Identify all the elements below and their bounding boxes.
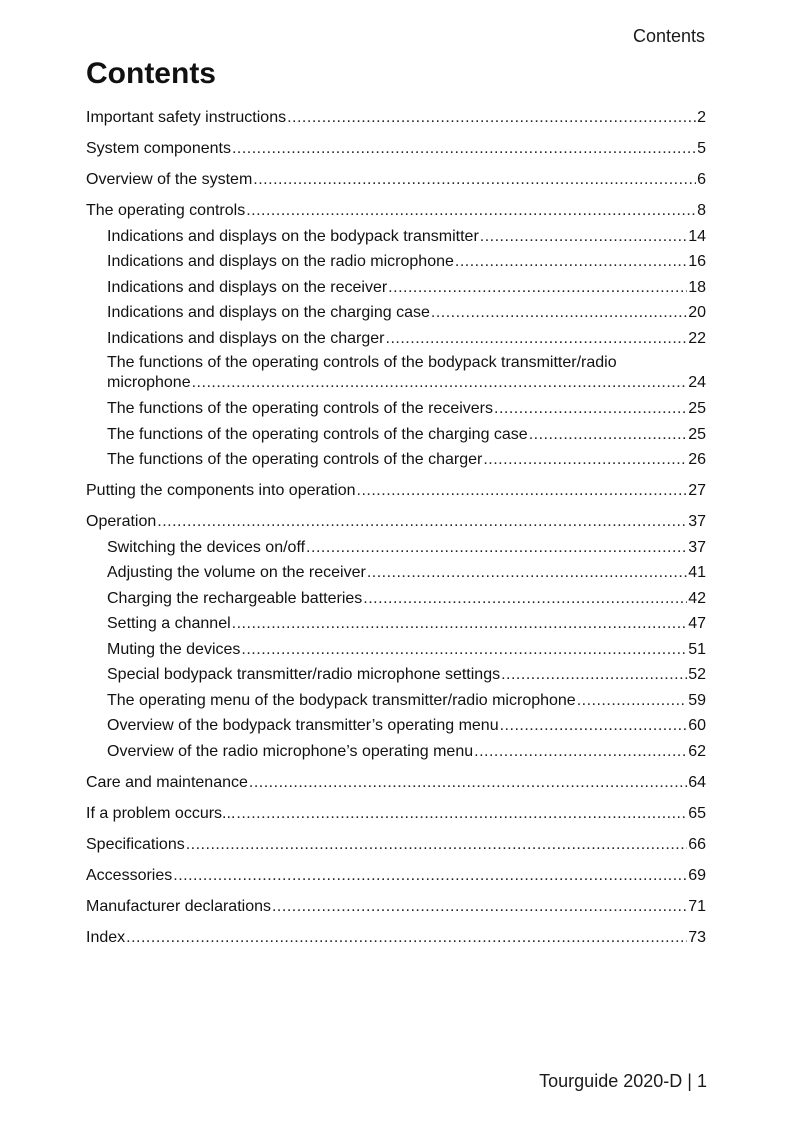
dot-leader <box>367 560 687 586</box>
toc-entry-title: Overview of the system <box>86 171 253 188</box>
toc-entry-title: Indications and displays on the radio microphone <box>107 253 454 270</box>
toc-entry-page: 42 <box>688 589 706 607</box>
toc-entry-title: Putting the components into operation <box>86 482 356 499</box>
toc-entry-title-line-2 <box>107 373 706 393</box>
dot-leader <box>431 300 687 326</box>
toc-entry[interactable] <box>86 801 706 827</box>
dot-leader <box>249 770 687 796</box>
toc-entry[interactable] <box>86 560 706 586</box>
toc-entry-title: The functions of the operating controls of the charger <box>107 451 483 468</box>
running-header: Contents <box>632 26 705 46</box>
dot-leader <box>236 801 687 827</box>
dot-leader <box>500 713 688 739</box>
dot-leader <box>253 167 696 193</box>
dot-leader <box>272 894 687 920</box>
toc-entry-title: The functions of the operating controls of the receivers <box>107 400 493 417</box>
dot-leader <box>501 662 687 688</box>
toc-entry[interactable] <box>86 326 706 352</box>
toc-entry[interactable] <box>86 535 706 561</box>
toc-entry[interactable] <box>86 770 706 796</box>
toc-entry[interactable] <box>86 447 706 473</box>
toc-entry[interactable] <box>86 198 706 224</box>
toc-entry-title: Index <box>86 928 126 946</box>
toc-entry-title: Indications and displays on the charger <box>107 329 385 347</box>
toc-entry[interactable] <box>86 586 706 612</box>
toc-entry-title: Muting the devices <box>107 640 241 658</box>
dot-leader <box>529 422 688 448</box>
toc-entry-page: 37 <box>688 513 706 530</box>
toc-entry-page: 51 <box>688 640 706 658</box>
toc-entry-page: 66 <box>688 835 706 853</box>
toc-entry[interactable] <box>86 662 706 688</box>
dot-leader <box>232 136 696 162</box>
toc-entry-title: If a problem occurs... <box>86 804 236 822</box>
toc-entry-title: Manufacturer declarations <box>86 897 271 915</box>
dot-leader <box>241 637 687 663</box>
toc-entry-page: 41 <box>688 564 706 581</box>
toc-entry-title: Charging the rechargeable batteries <box>107 589 363 607</box>
toc-entry-page: 59 <box>688 691 706 709</box>
toc-entry-title: Operation <box>86 513 157 530</box>
toc-entry[interactable] <box>86 105 706 131</box>
toc-entry[interactable] <box>86 713 706 739</box>
toc-entry-title: Important safety instructions <box>86 109 287 126</box>
toc-entry-page: 18 <box>688 278 706 296</box>
toc-entry[interactable] <box>86 739 706 765</box>
toc-entry-title: Indications and displays on the receiver <box>107 278 388 296</box>
toc-entry[interactable] <box>86 478 706 504</box>
toc-entry-title: System components <box>86 140 231 157</box>
toc-entry[interactable] <box>86 637 706 663</box>
toc-entry[interactable] <box>86 300 706 326</box>
toc-entry[interactable] <box>86 351 706 396</box>
toc-entry[interactable] <box>86 167 706 193</box>
toc-entry-page: 14 <box>688 227 706 245</box>
toc-entry-title: Overview of the bodypack transmitter’s operating menu <box>107 717 499 734</box>
dot-leader <box>157 509 687 535</box>
dot-leader <box>480 224 687 250</box>
toc-entry[interactable] <box>86 249 706 275</box>
toc-entry-page: 25 <box>688 425 706 443</box>
toc-entry-page: 65 <box>688 804 706 822</box>
toc-entry-page: 52 <box>688 666 706 683</box>
toc-entry-title-line-1: The functions of the operating controls of the bodypack transmitter/radio <box>107 354 617 371</box>
toc-entry-title: The operating controls <box>86 202 246 219</box>
footer-page-number: 1 <box>696 1071 707 1091</box>
toc-entry-page: 26 <box>688 451 706 468</box>
toc-entry-page: 6 <box>697 171 706 188</box>
toc-entry[interactable] <box>86 136 706 162</box>
dot-leader <box>386 326 688 352</box>
dot-leader <box>363 586 687 612</box>
dot-leader <box>246 198 696 224</box>
toc-entry[interactable] <box>86 894 706 920</box>
toc-entry-title: Setting a channel <box>107 615 231 632</box>
toc-entry-page: 20 <box>688 304 706 321</box>
toc-entry-title: microphone <box>107 374 191 391</box>
toc-entry-title: Accessories <box>86 866 173 884</box>
toc-entry-page: 71 <box>688 897 706 915</box>
dot-leader <box>306 535 687 561</box>
dot-leader <box>455 249 687 275</box>
toc-entry-page: 22 <box>688 329 706 347</box>
toc-entry-title: Indications and displays on the charging case <box>107 304 430 321</box>
page-footer <box>539 1071 707 1092</box>
dot-leader <box>232 611 688 637</box>
dot-leader <box>483 447 687 473</box>
dot-leader <box>577 688 688 714</box>
toc-entry[interactable] <box>86 275 706 301</box>
footer-separator: | <box>687 1071 692 1091</box>
toc-entry-title: Switching the devices on/off <box>107 538 306 556</box>
toc-entry[interactable] <box>86 396 706 422</box>
toc-entry-page: 25 <box>688 400 706 417</box>
toc-entry-page: 47 <box>688 615 706 632</box>
table-of-contents <box>86 105 706 950</box>
toc-entry[interactable] <box>86 509 706 535</box>
toc-entry-page: 16 <box>688 253 706 270</box>
toc-entry[interactable] <box>86 863 706 889</box>
toc-entry-title: Care and maintenance <box>86 773 248 791</box>
toc-entry-title: Indications and displays on the bodypack transmitter <box>107 227 479 245</box>
footer-document-title: Tourguide 2020-D <box>539 1071 683 1091</box>
dot-leader <box>357 478 688 504</box>
toc-entry-title: Overview of the radio microphone’s operating menu <box>107 742 474 760</box>
dot-leader <box>388 275 687 301</box>
dot-leader <box>192 373 688 393</box>
page-title: Contents <box>86 57 216 90</box>
dot-leader <box>494 396 687 422</box>
toc-entry[interactable] <box>86 832 706 858</box>
toc-entry-page: 2 <box>697 109 706 126</box>
toc-entry[interactable] <box>86 688 706 714</box>
dot-leader <box>173 863 687 889</box>
dot-leader <box>287 105 696 131</box>
toc-entry-page: 64 <box>688 773 706 791</box>
toc-entry-page: 24 <box>688 374 706 391</box>
toc-entry-page: 8 <box>697 202 706 219</box>
toc-entry-page: 60 <box>688 717 706 734</box>
toc-entry-title: Specifications <box>86 835 185 853</box>
toc-entry-page: 27 <box>688 482 706 499</box>
toc-entry-page: 5 <box>697 140 706 157</box>
toc-entry-title: Adjusting the volume on the receiver <box>107 564 366 581</box>
toc-entry[interactable] <box>86 611 706 637</box>
toc-entry[interactable] <box>86 422 706 448</box>
toc-entry-page: 62 <box>688 742 706 760</box>
toc-entry-title: The functions of the operating controls of the charging case <box>107 425 528 443</box>
toc-entry-page: 73 <box>688 928 706 946</box>
toc-entry-page: 69 <box>688 866 706 884</box>
toc-entry[interactable] <box>86 925 706 951</box>
toc-entry-page: 37 <box>688 538 706 556</box>
dot-leader <box>126 925 687 951</box>
toc-entry[interactable] <box>86 224 706 250</box>
toc-entry-title: Special bodypack transmitter/radio microphone settings <box>107 666 501 683</box>
dot-leader <box>186 832 687 858</box>
dot-leader <box>474 739 687 765</box>
toc-entry-title: The operating menu of the bodypack transmitter/radio microphone <box>107 691 576 709</box>
